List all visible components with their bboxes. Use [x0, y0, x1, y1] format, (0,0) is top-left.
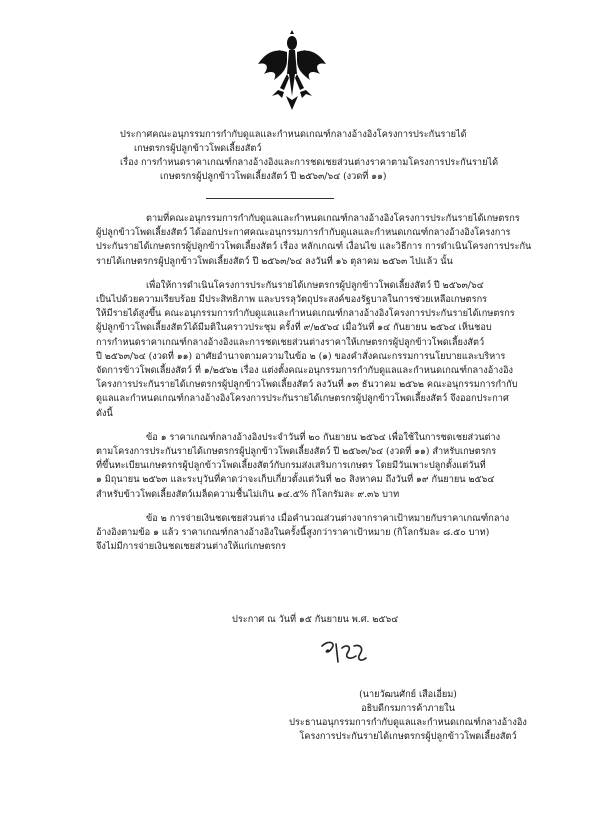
handwritten-signature	[318, 638, 370, 668]
paragraph-line: ประกันรายได้เกษตรกรผู้ปลูกข้าวโพดเลี้ยงสัตว์ เรื่อง หลักเกณฑ์ เงื่อนไข และวิธีการ การดำเนินโครงการประกัน	[96, 241, 532, 253]
signer-name: (นายวัฒนศักย์ เสือเอี่ยม)	[359, 689, 457, 700]
paragraph-line: ข้อ ๑ ราคาเกณฑ์กลางอ้างอิงประจำวันที่ ๒๐ กันยายน ๒๕๖๔ เพื่อใช้ในการชดเชยส่วนต่าง	[146, 431, 501, 443]
paragraph-line: จัดการข้าวโพดเลี้ยงสัตว์ ที่ ๑/๒๕๖๒ เรื่อง แต่งตั้งคณะอนุกรรมการกำกับดูแลและกำหนดเกณฑ์กลางอ้างอิง	[96, 365, 513, 377]
paragraph-line: จึงไม่มีการจ่ายเงินชดเชยส่วนต่างให้แก่เกษตรกร	[96, 541, 286, 553]
signer-position: ประธานอนุกรรมการกำกับดูแลและกำหนดเกณฑ์กลางอ้างอิง	[289, 717, 527, 728]
paragraph-line: ตามโครงการประกันรายได้เกษตรกรผู้ปลูกข้าวโพดเลี้ยงสัตว์ ปี ๒๕๖๓/๖๔ (งวดที่ ๑๑) สำหรับเกษตรกร	[96, 446, 497, 458]
paragraph-line: ให้มีรายได้สูงขึ้น คณะอนุกรรมการกำกับดูแลและกำหนดเกณฑ์กลางอ้างอิงโครงการประกันรายได้เกษตรกร	[96, 308, 515, 320]
garuda-emblem	[256, 30, 328, 114]
paragraph-line: ที่ขึ้นทะเบียนเกษตรกรผู้ปลูกข้าวโพดเลี้ยงสัตว์กับกรมส่งเสริมการเกษตร โดยมีวันเพาะปลูกตั้งแต่วันที่	[96, 460, 486, 472]
paragraph-line: การกำหนดราคาเกณฑ์กลางอ้างอิงและการชดเชยส่วนต่างราคาให้เกษตรกรผู้ปลูกข้าวโพดเลี้ยงสัตว์	[96, 336, 485, 348]
paragraph-line: ดังนี้	[96, 407, 113, 419]
header-divider	[206, 198, 334, 199]
signer-block	[278, 688, 538, 744]
paragraph-clause-1	[96, 431, 524, 502]
signer-position: อธิบดีกรมการค้าภายใน	[361, 703, 455, 714]
announcement-header	[120, 128, 500, 184]
signer-position: โครงการประกันรายได้เกษตรกรผู้ปลูกข้าวโพดเลี้ยงสัตว์	[299, 731, 517, 742]
paragraph-line: ผู้ปลูกข้าวโพดเลี้ยงสัตว์ ได้ออกประกาศคณะอนุกรรมการกำกับดูแลและกำหนดเกณฑ์กลางอ้างอิงโครงการ	[96, 227, 511, 239]
paragraph-clause-2	[96, 512, 524, 555]
header-line-3: เรื่อง การกำหนดราคาเกณฑ์กลางอ้างอิงและการชดเชยส่วนต่างราคาตามโครงการประกันรายได้	[120, 157, 499, 168]
header-line-2: เกษตรกรผู้ปลูกข้าวโพดเลี้ยงสัตว์	[134, 143, 262, 154]
paragraph-line: อ้างอิงตามข้อ ๑ แล้ว ราคาเกณฑ์กลางอ้างอิงในครั้งนี้สูงกว่าราคาเป้าหมาย (กิโลกรัมละ ๘.๕๐ บาท)	[96, 527, 490, 539]
paragraph-line: รายได้เกษตรกรผู้ปลูกข้าวโพดเลี้ยงสัตว์ ปี ๒๕๖๓/๖๔ ลงวันที่ ๑๖ ตุลาคม ๒๕๖๓ ไปแล้ว นั้น	[96, 255, 453, 267]
header-line-4: เกษตรกรผู้ปลูกข้าวโพดเลี้ยงสัตว์ ปี ๒๕๖๓/๖๔ (งวดที่ ๑๑)	[160, 171, 387, 182]
paragraph-line: ดูแลและกำหนดเกณฑ์กลางอ้างอิงโครงการประกันรายได้เกษตรกรผู้ปลูกข้าวโพดเลี้ยงสัตว์ จึงออกประกาศ	[96, 393, 509, 405]
paragraph-intro	[96, 212, 532, 269]
paragraph-line: สำหรับข้าวโพดเลี้ยงสัตว์เมล็ดความชื้นไม่เกิน ๑๔.๕% กิโลกรัมละ ๙.๓๖ บาท	[96, 488, 400, 500]
header-line-1: ประกาศคณะอนุกรรมการกำกับดูแลและกำหนดเกณฑ์กลางอ้างอิงโครงการประกันรายได้	[120, 129, 467, 140]
paragraph-line: เป็นไปด้วยความเรียบร้อย มีประสิทธิภาพ และบรรลุวัตถุประสงค์ของรัฐบาลในการช่วยเหลือเกษตรกร	[96, 294, 488, 306]
paragraph-line: ๑ มิถุนายน ๒๕๖๓ และระบุวันที่คาดว่าจะเก็บเกี่ยวตั้งแต่วันที่ ๒๐ สิงหาคม ถึงวันที่ ๑๙ กันยายน ๒๕๖๔	[96, 474, 495, 486]
paragraph-resolution	[96, 279, 524, 421]
announcement-body	[96, 212, 532, 564]
paragraph-line: โครงการประกันรายได้เกษตรกรผู้ปลูกข้าวโพดเลี้ยงสัตว์ ลงวันที่ ๑๓ ธันวาคม ๒๕๖๒ คณะอนุกรรมการกำกับ	[96, 379, 518, 391]
paragraph-line: ผู้ปลูกข้าวโพดเลี้ยงสัตว์ได้มีมติในคราวประชุม ครั้งที่ ๙/๒๕๖๔ เมื่อวันที่ ๑๔ กันยายน ๒๕๖๔ เห็นชอบ	[96, 322, 492, 334]
paragraph-line: ตามที่คณะอนุกรรมการกำกับดูแลและกำหนดเกณฑ์กลางอ้างอิงโครงการประกันรายได้เกษตรกร	[146, 213, 520, 224]
paragraph-line: ข้อ ๒ การจ่ายเงินชดเชยส่วนต่าง เมื่อคำนวณส่วนต่างจากราคาเป้าหมายกับราคาเกณฑ์กลาง	[146, 512, 510, 524]
announcement-date: ประกาศ ณ วันที่ ๑๕ กันยายน พ.ศ. ๒๕๖๔	[232, 614, 399, 625]
paragraph-line: เพื่อให้การดำเนินโครงการประกันรายได้เกษตรกรผู้ปลูกข้าวโพดเลี้ยงสัตว์ ปี ๒๕๖๓/๖๔	[146, 279, 484, 291]
paragraph-line: ปี ๒๕๖๓/๖๔ (งวดที่ ๑๑) อาศัยอำนาจตามความในข้อ ๒ (๑) ของคำสั่งคณะกรรมการนโยบายและบริหาร	[96, 350, 506, 362]
